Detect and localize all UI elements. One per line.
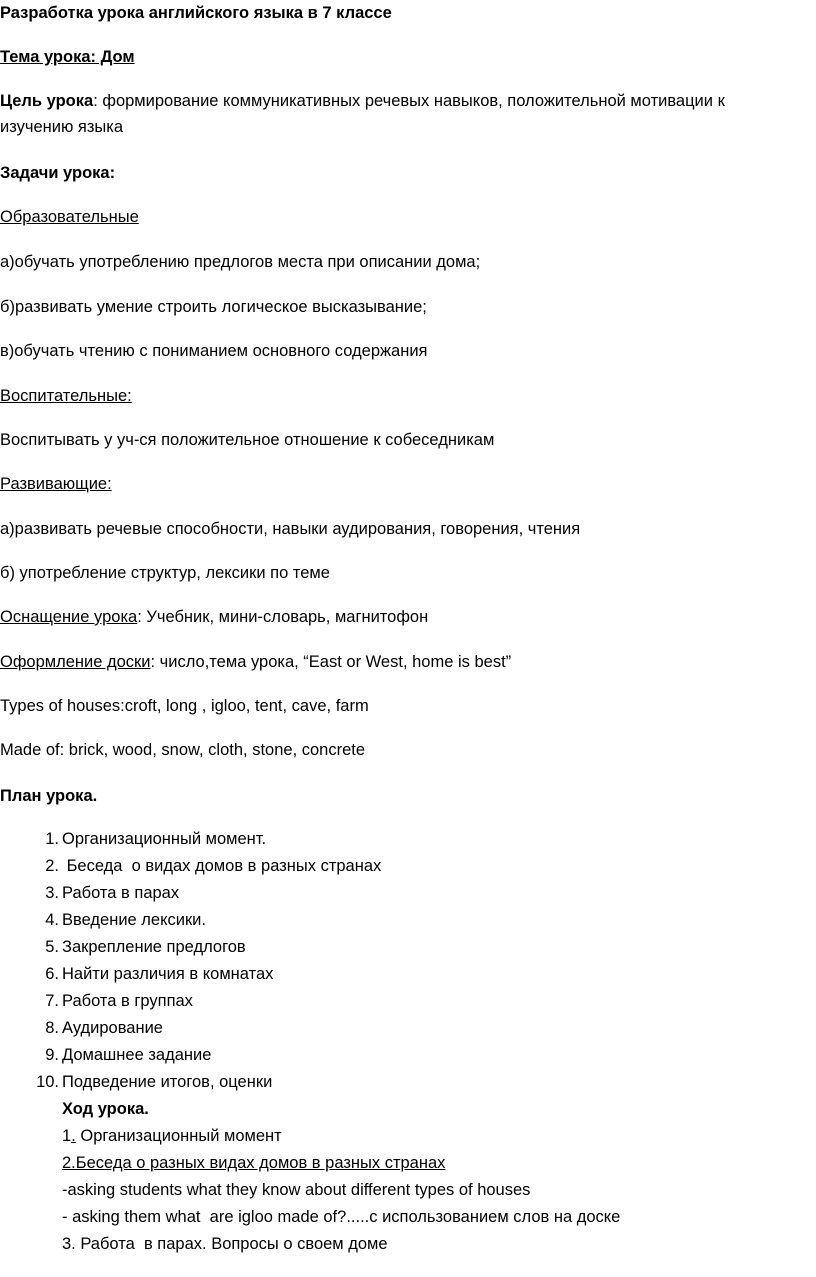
plan-item: Введение лексики. [62, 911, 206, 929]
lesson-topic: Тема урока: Дом [0, 48, 135, 66]
board-line [0, 651, 511, 673]
plan-item-number: 2. [45, 857, 59, 875]
plan-item-number: 6. [45, 965, 59, 983]
developing-heading: Развивающие: [0, 475, 112, 493]
educational-heading: Образовательные [0, 208, 139, 226]
course-step-3: 3. Работа в парах. Вопросы о своем доме [62, 1235, 388, 1253]
educational-item: в)обучать чтению с пониманием основного содержания [0, 342, 428, 360]
upbringing-text: Воспитывать у уч-ся положительное отношение к собеседникам [0, 431, 495, 449]
plan-item: Найти различия в комнатах [62, 965, 274, 983]
lesson-goal [0, 88, 800, 141]
plan-item: Работа в парах [62, 884, 180, 902]
plan-heading: План урока. [0, 787, 98, 805]
made-of-line: Made of: brick, wood, snow, cloth, stone, concrete [0, 741, 366, 759]
educational-item: а)обучать употреблению предлогов места при описании дома; [0, 253, 481, 271]
course-heading: Ход урока. [62, 1100, 149, 1118]
plan-item-number: 1. [45, 830, 59, 848]
upbringing-heading: Воспитательные: [0, 387, 132, 405]
plan-item: Аудирование [62, 1019, 163, 1037]
developing-item: а)развивать речевые способности, навыки аудирования, говорения, чтения [0, 520, 581, 538]
goal-text: : формирование коммуникативных речевых навыков, положительной мотивации к изучению языка [0, 92, 725, 137]
types-of-houses-line: Types of houses:croft, long , igloo, tent, cave, farm [0, 697, 369, 715]
plan-item-number: 8. [45, 1019, 59, 1037]
tasks-heading: Задачи урока: [0, 164, 116, 182]
course-step-2: 2.Беседа о разных видах домов в разных странах [62, 1154, 446, 1172]
plan-item: Домашнее задание [62, 1046, 212, 1064]
plan-item-number: 3. [45, 884, 59, 902]
plan-item-number: 7. [45, 992, 59, 1010]
plan-item-number: 9. [45, 1046, 59, 1064]
course-step-1-text: Организационный момент [75, 1127, 282, 1145]
document-title: Разработка урока английского языка в 7 классе [0, 4, 392, 22]
board-text: : число,тема урока, “East or West, home is best” [150, 653, 512, 671]
plan-item: Работа в группах [62, 992, 193, 1010]
plan-item: Закрепление предлогов [62, 938, 246, 956]
plan-item-number: 10. [36, 1073, 59, 1091]
developing-item: б) употребление структур, лексики по теме [0, 564, 330, 582]
goal-label: Цель урока [0, 92, 94, 110]
equipment-text: : Учебник, мини-словарь, магнитофон [137, 608, 429, 626]
plan-item-number: 4. [45, 911, 59, 929]
course-step-1 [62, 1125, 282, 1147]
plan-item: Организационный момент. [62, 830, 267, 848]
course-step-1-dot: . [71, 1127, 76, 1145]
board-label: Оформление доски [0, 653, 151, 671]
plan-item: Подведение итогов, оценки [62, 1073, 273, 1091]
course-bullet: -asking students what they know about different types of houses [62, 1181, 531, 1199]
course-bullet: - asking them what are igloo made of?.....с использованием слов на доске [62, 1208, 621, 1226]
equipment-label: Оснащение урока [0, 608, 138, 626]
course-step-1-number: 1 [62, 1127, 72, 1145]
plan-item: Беседа о видах домов в разных странах [62, 857, 382, 875]
plan-item-number: 5. [45, 938, 59, 956]
educational-item: б)развивать умение строить логическое высказывание; [0, 298, 427, 316]
equipment-line [0, 606, 428, 628]
